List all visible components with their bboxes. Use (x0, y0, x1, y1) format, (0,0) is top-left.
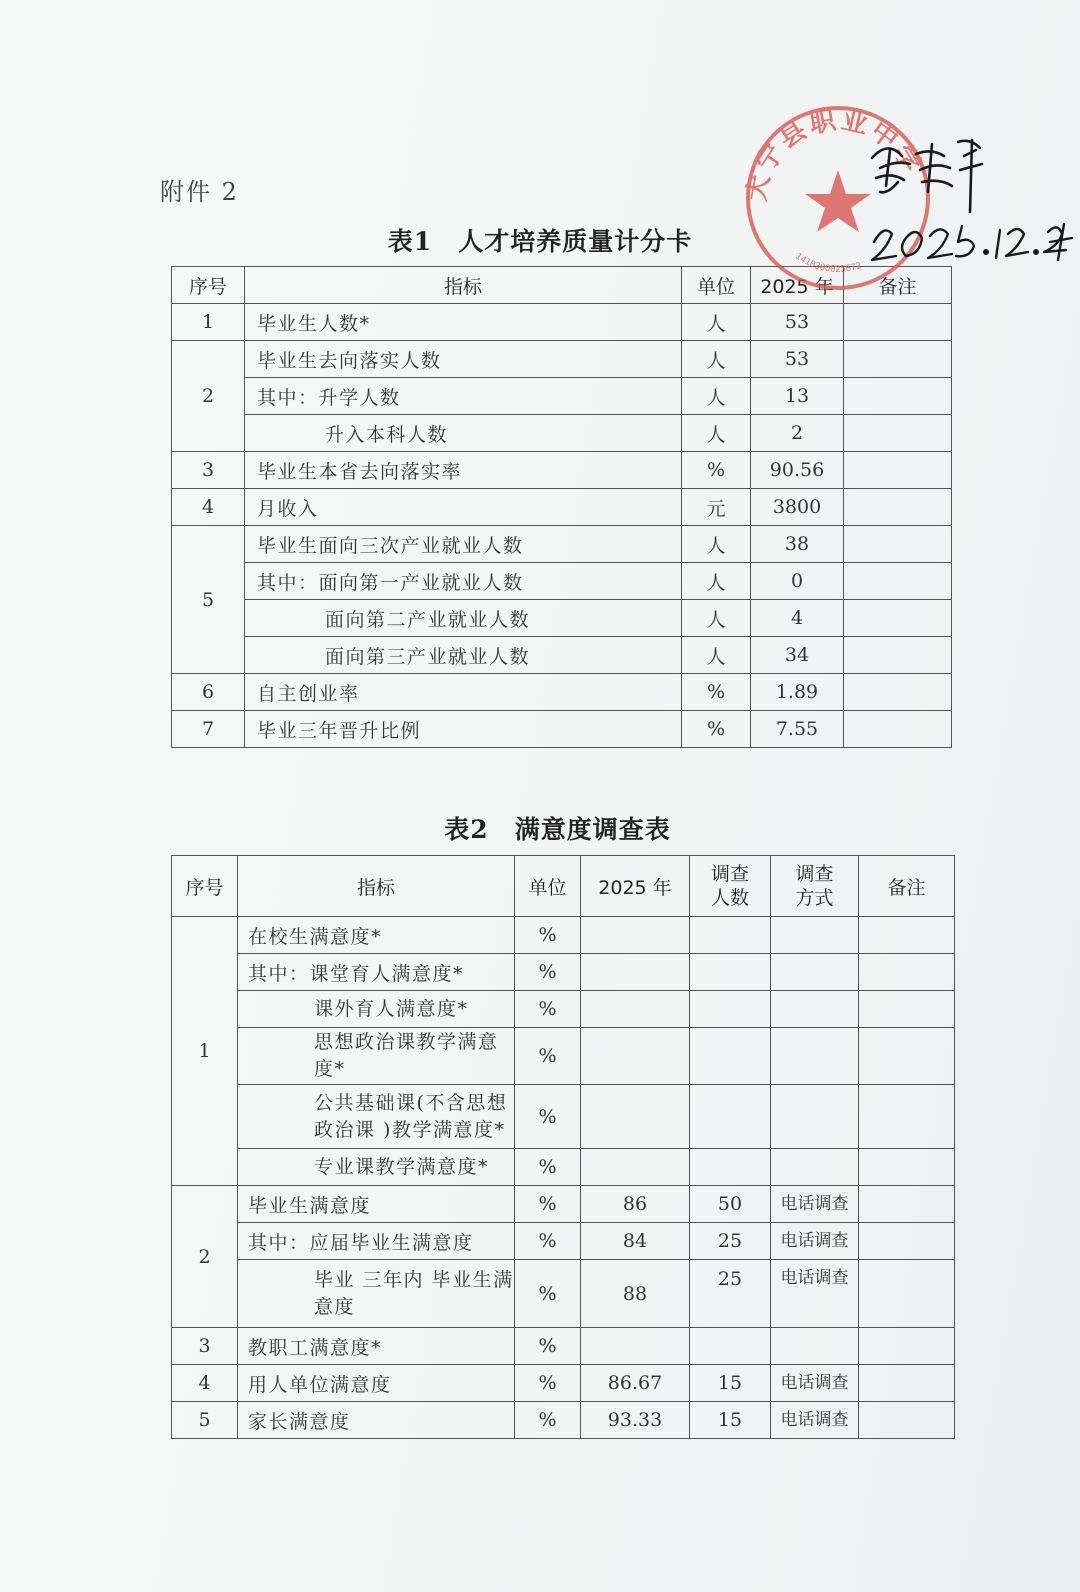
row-unit: % (515, 1365, 581, 1402)
row-count: 25 (690, 1223, 771, 1260)
row-unit: 人 (682, 378, 751, 415)
row-note (844, 415, 952, 452)
row-indicator: 其中：面向第一产业就业人数 (245, 563, 682, 600)
row-no: 2 (172, 341, 245, 452)
row-value: 90.56 (751, 452, 844, 489)
row-indicator: 毕业生去向落实人数 (245, 341, 682, 378)
row-no: 4 (172, 489, 245, 526)
row-note (859, 1085, 955, 1149)
row-unit: % (515, 1328, 581, 1365)
row-count: 25 (690, 1260, 771, 1328)
table-row (172, 674, 952, 711)
table-row (172, 637, 952, 674)
table-row (172, 917, 955, 954)
header-unit: 单位 (682, 267, 751, 304)
row-method (771, 1085, 859, 1149)
row-count (690, 917, 771, 954)
header-no: 序号 (172, 856, 238, 917)
row-value (581, 991, 690, 1028)
row-note (859, 1223, 955, 1260)
row-note (844, 304, 952, 341)
header-year: 2025 年 (751, 267, 844, 304)
row-value (581, 1028, 690, 1085)
row-no: 1 (172, 917, 238, 1186)
row-method (771, 1328, 859, 1365)
row-indicator: 其中：升学人数 (245, 378, 682, 415)
row-indicator: 面向第二产业就业人数 (245, 600, 682, 637)
row-unit: % (682, 674, 751, 711)
row-note (859, 991, 955, 1028)
row-unit: % (515, 954, 581, 991)
row-note (844, 378, 952, 415)
row-indicator: 毕业生满意度 (238, 1186, 515, 1223)
row-unit: % (515, 1149, 581, 1186)
row-indicator: 面向第三产业就业人数 (245, 637, 682, 674)
row-indicator: 其中：应届毕业生满意度 (238, 1223, 515, 1260)
row-indicator: 升入本科人数 (245, 415, 682, 452)
table-row (172, 341, 952, 378)
row-indicator: 毕业生人数* (245, 304, 682, 341)
row-value (581, 1085, 690, 1149)
row-value (581, 1328, 690, 1365)
row-value: 93.33 (581, 1402, 690, 1439)
row-note (859, 1328, 955, 1365)
table-row (172, 304, 952, 341)
row-indicator: 用人单位满意度 (238, 1365, 515, 1402)
row-unit: % (682, 452, 751, 489)
row-no: 2 (172, 1186, 238, 1328)
row-note (859, 1149, 955, 1186)
row-note (844, 600, 952, 637)
row-value: 53 (751, 341, 844, 378)
row-note (859, 1260, 955, 1328)
row-no: 7 (172, 711, 245, 748)
row-unit: 人 (682, 637, 751, 674)
header-no: 序号 (172, 267, 245, 304)
header-indicator: 指标 (238, 856, 515, 917)
row-indicator: 月收入 (245, 489, 682, 526)
table-row (172, 1149, 955, 1186)
table-row (172, 1223, 955, 1260)
row-value: 84 (581, 1223, 690, 1260)
row-indicator: 自主创业率 (245, 674, 682, 711)
row-method (771, 954, 859, 991)
row-value: 2 (751, 415, 844, 452)
table-row (172, 378, 952, 415)
row-count (690, 1085, 771, 1149)
row-value: 4 (751, 600, 844, 637)
row-indicator: 家长满意度 (238, 1402, 515, 1439)
row-unit: % (515, 917, 581, 954)
svg-text:大宁县职业中学: 大宁县职业中学 (741, 105, 928, 204)
row-count: 50 (690, 1186, 771, 1223)
table-row (172, 1186, 955, 1223)
row-unit: 人 (682, 600, 751, 637)
row-value: 1.89 (751, 674, 844, 711)
row-value: 88 (581, 1260, 690, 1328)
handwritten-signature (840, 120, 1080, 280)
row-unit: 人 (682, 341, 751, 378)
row-method (771, 917, 859, 954)
row-value: 3800 (751, 489, 844, 526)
row-note (859, 1402, 955, 1439)
row-unit: % (515, 1028, 581, 1085)
header-note: 备注 (844, 267, 952, 304)
row-value (581, 917, 690, 954)
row-unit: % (515, 1186, 581, 1223)
row-note (844, 711, 952, 748)
row-unit: 人 (682, 415, 751, 452)
row-value: 53 (751, 304, 844, 341)
row-indicator: 毕业生本省去向落实率 (245, 452, 682, 489)
table-row (172, 1328, 955, 1365)
row-unit: % (682, 711, 751, 748)
row-note (859, 954, 955, 991)
row-count (690, 954, 771, 991)
row-note (844, 489, 952, 526)
row-note (844, 563, 952, 600)
table1-title: 表1 人才培养质量计分卡 (387, 227, 693, 256)
row-note (859, 1365, 955, 1402)
table2-title: 表2 满意度调查表 (444, 815, 671, 844)
row-method: 电话调查 (771, 1365, 859, 1402)
row-count (690, 991, 771, 1028)
row-indicator: 课外育人满意度* (238, 991, 515, 1028)
row-note (844, 674, 952, 711)
row-method (771, 1028, 859, 1085)
header-note: 备注 (859, 856, 955, 917)
row-count (690, 1028, 771, 1085)
row-note (844, 637, 952, 674)
row-note (844, 526, 952, 563)
row-indicator: 思想政治课教学满意度* (238, 1028, 515, 1085)
table-row (172, 1028, 955, 1085)
row-no: 5 (172, 526, 245, 674)
row-no: 6 (172, 674, 245, 711)
table-row (172, 1402, 955, 1439)
row-method: 电话调查 (771, 1260, 859, 1328)
row-unit: % (515, 1223, 581, 1260)
row-count (690, 1149, 771, 1186)
row-value: 86.67 (581, 1365, 690, 1402)
row-unit: % (515, 1260, 581, 1328)
row-indicator: 在校生满意度* (238, 917, 515, 954)
row-value: 0 (751, 563, 844, 600)
row-indicator: 公共基础课(不含思想政治课 )教学满意度* (238, 1085, 515, 1149)
row-method: 电话调查 (771, 1186, 859, 1223)
row-no: 1 (172, 304, 245, 341)
row-unit: % (515, 991, 581, 1028)
row-value (581, 954, 690, 991)
row-value: 86 (581, 1186, 690, 1223)
header-survey-count: 调查人数 (690, 856, 771, 917)
table-row (172, 452, 952, 489)
row-method (771, 991, 859, 1028)
row-indicator: 毕业生面向三次产业就业人数 (245, 526, 682, 563)
row-indicator: 专业课教学满意度* (238, 1149, 515, 1186)
row-count: 15 (690, 1402, 771, 1439)
header-year: 2025 年 (581, 856, 690, 917)
row-indicator: 其中：课堂育人满意度* (238, 954, 515, 991)
table-row (172, 1365, 955, 1402)
table-row (172, 711, 952, 748)
row-no: 4 (172, 1365, 238, 1402)
table-row (172, 489, 952, 526)
row-unit: 人 (682, 563, 751, 600)
talent-quality-scorecard-table (171, 266, 952, 748)
row-indicator: 毕业 三年内 毕业生满意度 (238, 1260, 515, 1328)
row-note (859, 917, 955, 954)
table-row (172, 415, 952, 452)
satisfaction-survey-table (171, 855, 955, 1439)
row-unit: 人 (682, 526, 751, 563)
row-no: 3 (172, 1328, 238, 1365)
table-row (172, 600, 952, 637)
row-no: 3 (172, 452, 245, 489)
header-unit: 单位 (515, 856, 581, 917)
row-indicator: 毕业三年晋升比例 (245, 711, 682, 748)
row-note (859, 1186, 955, 1223)
table-header-row (172, 856, 955, 917)
row-value: 34 (751, 637, 844, 674)
table-row (172, 526, 952, 563)
row-method: 电话调查 (771, 1223, 859, 1260)
row-note (859, 1028, 955, 1085)
header-indicator: 指标 (245, 267, 682, 304)
row-note (844, 341, 952, 378)
row-value: 13 (751, 378, 844, 415)
row-value: 38 (751, 526, 844, 563)
row-unit: % (515, 1085, 581, 1149)
row-method (771, 1149, 859, 1186)
header-survey-method: 调查方式 (771, 856, 859, 917)
table-row (172, 1260, 955, 1328)
attachment-label: 附件 2 (160, 178, 239, 206)
table-row (172, 563, 952, 600)
row-no: 5 (172, 1402, 238, 1439)
row-unit: 人 (682, 304, 751, 341)
row-value (581, 1149, 690, 1186)
row-note (844, 452, 952, 489)
row-count (690, 1328, 771, 1365)
row-method: 电话调查 (771, 1402, 859, 1439)
row-unit: % (515, 1402, 581, 1439)
row-unit: 元 (682, 489, 751, 526)
row-value: 7.55 (751, 711, 844, 748)
row-indicator: 教职工满意度* (238, 1328, 515, 1365)
svg-text:1410300025672: 1410300025672 (793, 251, 863, 275)
table-row (172, 991, 955, 1028)
table-row (172, 1085, 955, 1149)
table-row (172, 954, 955, 991)
row-count: 15 (690, 1365, 771, 1402)
